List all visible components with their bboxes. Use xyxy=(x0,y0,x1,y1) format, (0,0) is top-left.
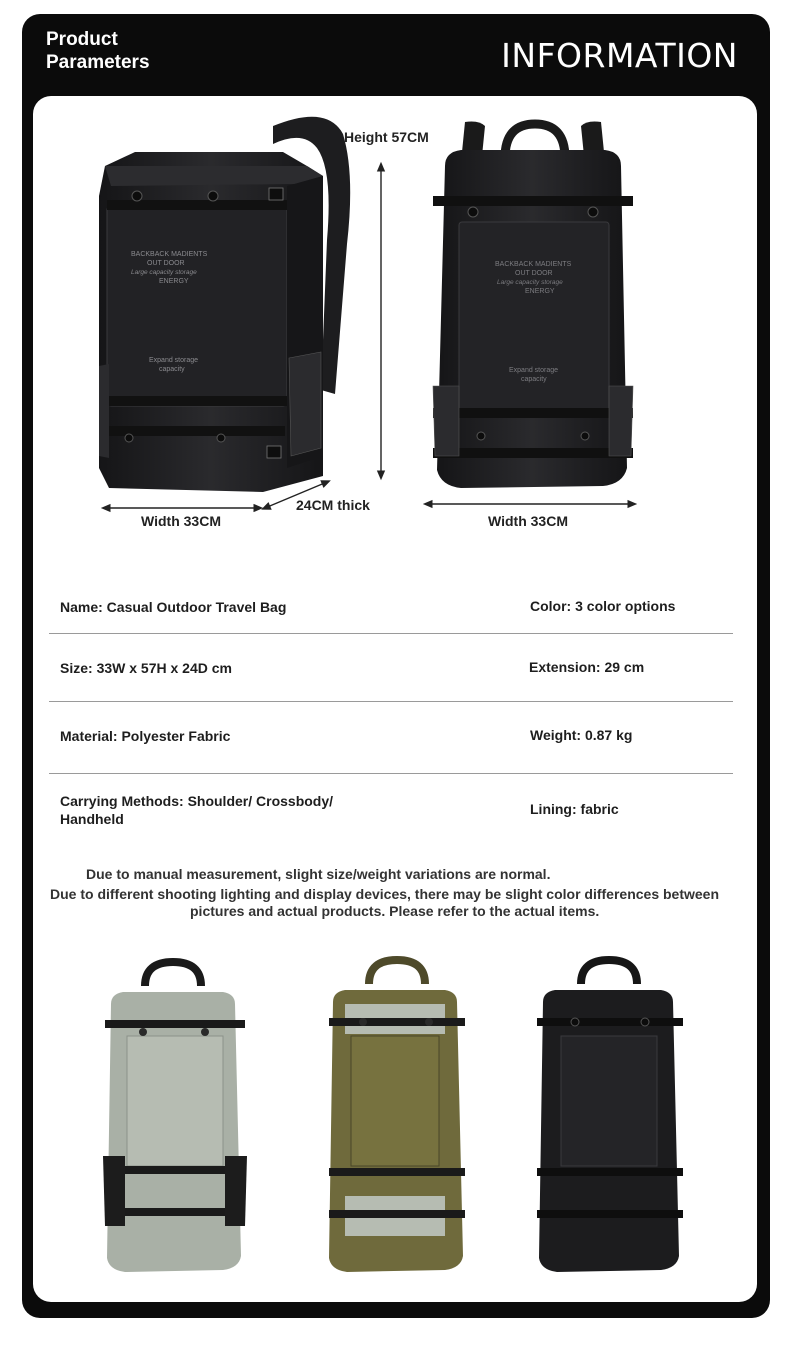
svg-text:Expand storage: Expand storage xyxy=(509,367,559,374)
spec-lining: Lining: fabric xyxy=(530,801,619,817)
svg-text:Large capacity storage: Large capacity storage xyxy=(497,279,563,286)
width-label-right: Width 33CM xyxy=(488,513,568,529)
spec-color: Color: 3 color options xyxy=(530,598,676,614)
olive-backpack xyxy=(329,960,465,1272)
spec-name: Name: Casual Outdoor Travel Bag xyxy=(60,599,287,615)
thickness-label: 24CM thick xyxy=(296,497,370,513)
spec-material: Material: Polyester Fabric xyxy=(60,728,231,744)
content-panel xyxy=(33,96,757,1302)
svg-text:BACKBACK MADIENTS: BACKBACK MADIENTS xyxy=(131,251,208,258)
note-color-difference: Due to different shooting lighting and display devices, there may be slight color differences between xyxy=(50,886,720,902)
svg-text:OUT DOOR: OUT DOOR xyxy=(515,270,553,277)
spec-row xyxy=(49,774,733,838)
title-line-1: Product xyxy=(46,29,118,50)
spec-row xyxy=(49,634,733,702)
note-refer-actual: pictures and actual products. Please refer to the actual items. xyxy=(190,903,600,919)
svg-text:capacity: capacity xyxy=(159,366,185,373)
title-line-2: Parameters xyxy=(46,52,150,73)
spec-extension: Extension: 29 cm xyxy=(529,659,645,675)
black-backpack-angled xyxy=(99,117,350,492)
svg-text:BACKBACK MADIENTS: BACKBACK MADIENTS xyxy=(495,261,572,268)
spec-row xyxy=(49,572,733,634)
backpack-dimension-illustration xyxy=(33,96,757,556)
product-parameters-title xyxy=(46,28,150,74)
spec-weight: Weight: 0.87 kg xyxy=(530,727,633,743)
color-variants xyxy=(33,956,757,1276)
grey-backpack xyxy=(103,962,247,1272)
svg-text:ENERGY: ENERGY xyxy=(525,288,555,295)
svg-text:Large capacity storage: Large capacity storage xyxy=(131,269,197,276)
svg-text:Expand storage: Expand storage xyxy=(149,357,199,364)
note-measurement: Due to manual measurement, slight size/weight variations are normal. xyxy=(86,866,551,882)
black-backpack-small xyxy=(537,960,683,1272)
spec-size: Size: 33W x 57H x 24D cm xyxy=(60,660,232,676)
information-title: INFORMATION xyxy=(501,36,738,75)
svg-text:OUT DOOR: OUT DOOR xyxy=(147,260,185,267)
svg-text:ENERGY: ENERGY xyxy=(159,278,189,285)
spec-carrying-methods: Carrying Methods: Shoulder/ Crossbody/ Handheld xyxy=(60,793,334,827)
black-backpack-front xyxy=(433,122,633,489)
height-label: Height 57CM xyxy=(344,129,429,145)
spec-row xyxy=(49,702,733,774)
width-label-left: Width 33CM xyxy=(141,513,221,529)
spec-table xyxy=(49,572,733,838)
svg-text:capacity: capacity xyxy=(521,376,547,383)
